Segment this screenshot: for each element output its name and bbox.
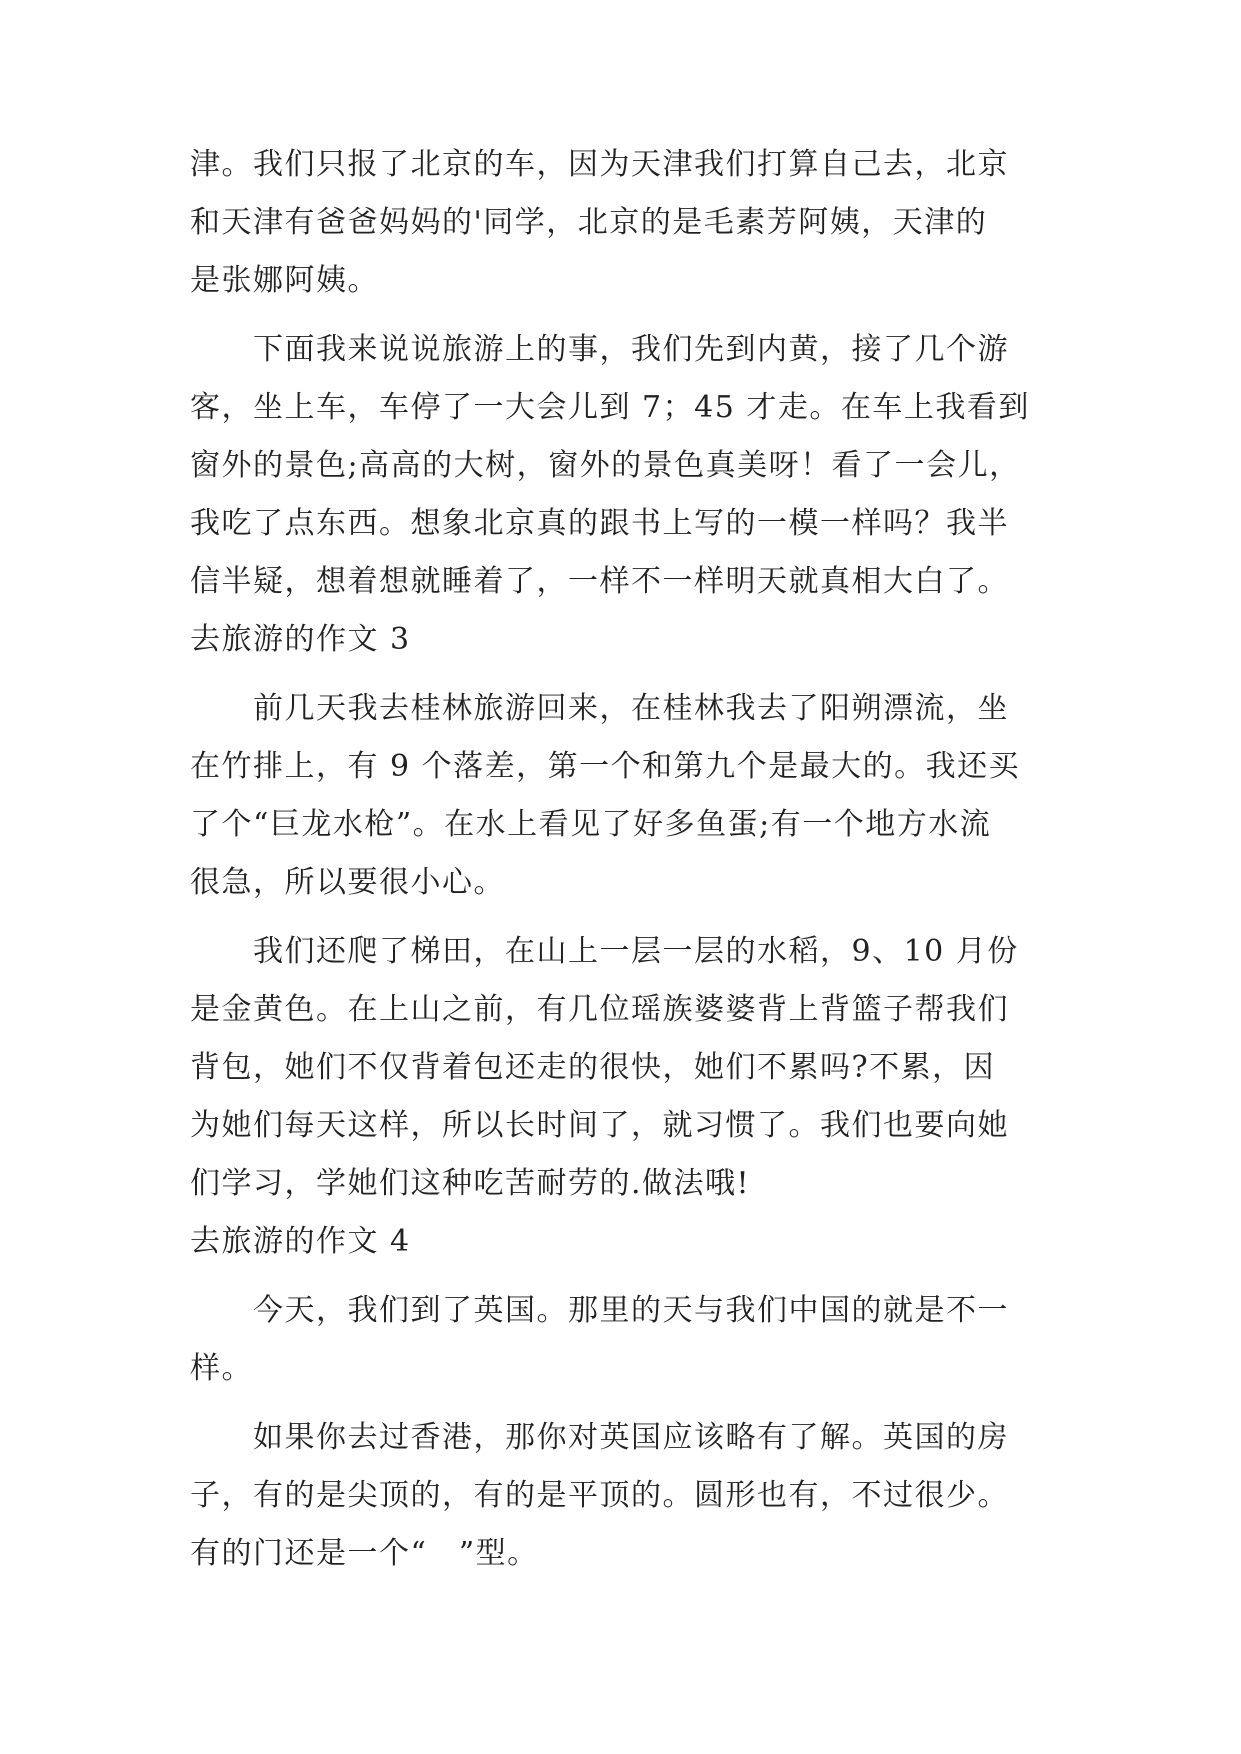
text-line: 很急，所以要很小心。	[190, 865, 505, 900]
text-line: 样。	[190, 1351, 253, 1386]
text-line: 有的门还是一个“ ”型。	[190, 1536, 539, 1571]
text-line: 今天，我们到了英国。那里的天与我们中国的就是不一	[190, 1293, 1009, 1328]
section-heading: 去旅游的作文 4	[190, 1224, 411, 1259]
text-line: 是张娜阿姨。	[190, 263, 379, 298]
text-line: 如果你去过香港，那你对英国应该略有了解。英国的房	[190, 1420, 1009, 1455]
text-line: 下面我来说说旅游上的事，我们先到内黄，接了几个游	[190, 332, 1009, 367]
text-line: 窗外的景色;高高的大树，窗外的景色真美呀！看了一会儿，	[190, 448, 1021, 483]
text-line: 我吃了点东西。想象北京真的跟书上写的一模一样吗？我半	[190, 506, 1009, 541]
text-line: 背包，她们不仅背着包还走的很快，她们不累吗?不累，因	[190, 1050, 996, 1085]
text-line: 和天津有爸爸妈妈的'同学，北京的是毛素芳阿姨，天津的	[190, 205, 988, 240]
text-line: 子，有的是尖顶的，有的是平顶的。圆形也有，不过很少。	[190, 1478, 1009, 1513]
text-line: 我们还爬了梯田，在山上一层一层的水稻，9、10 月份	[190, 934, 1019, 969]
text-line: 们学习，学她们这种吃苦耐劳的.做法哦!	[190, 1166, 751, 1201]
text-line: 前几天我去桂林旅游回来，在桂林我去了阳朔漂流，坐	[190, 691, 1009, 726]
text-line: 信半疑，想着想就睡着了，一样不一样明天就真相大白了。	[190, 564, 1009, 599]
text-line: 客，坐上车，车停了一大会儿到 7；45 才走。在车上我看到	[190, 390, 1030, 425]
text-line: 为她们每天这样，所以长时间了，就习惯了。我们也要向她	[190, 1108, 1009, 1143]
text-line: 了个“巨龙水枪”。在水上看见了好多鱼蛋;有一个地方水流	[190, 807, 992, 842]
text-line: 津。我们只报了北京的车，因为天津我们打算自己去，北京	[190, 147, 1009, 182]
section-heading: 去旅游的作文 3	[190, 622, 411, 657]
text-line: 在竹排上，有 9 个落差，第一个和第九个是最大的。我还买	[190, 749, 1021, 784]
text-line: 是金黄色。在上山之前，有几位瑶族婆婆背上背篮子帮我们	[190, 992, 1009, 1027]
